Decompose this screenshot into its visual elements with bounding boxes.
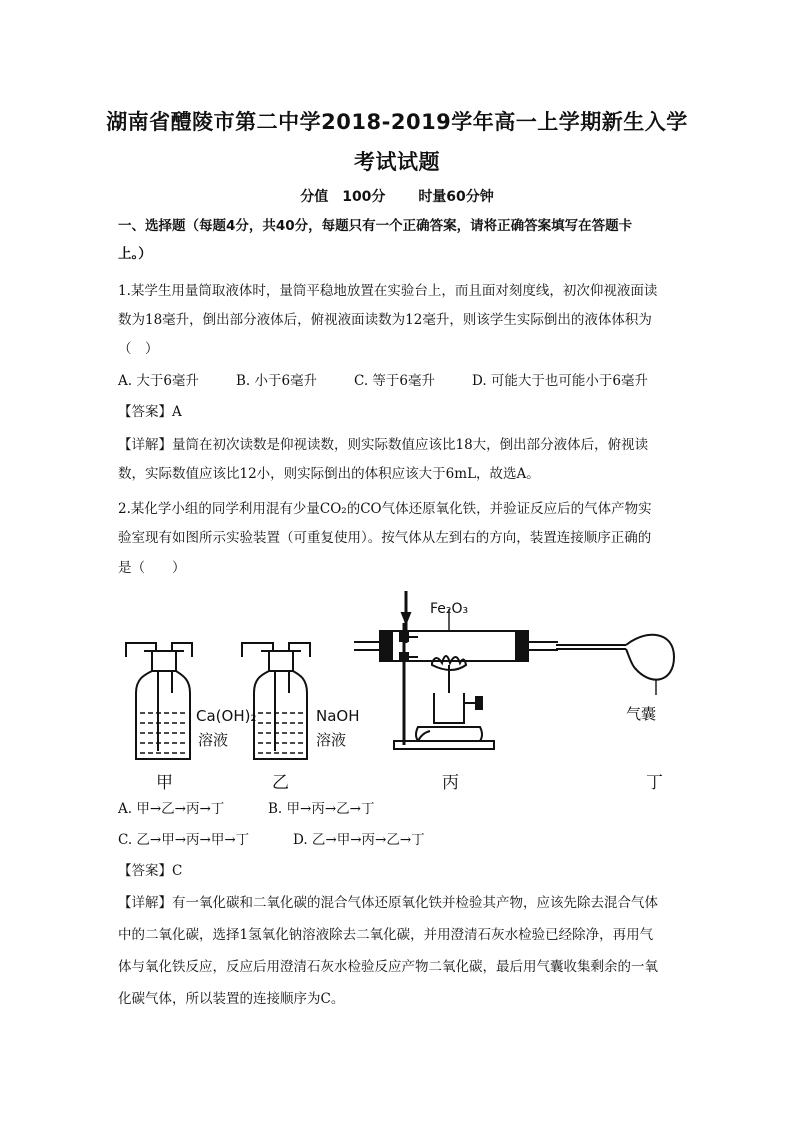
q2-detail-line4: 化碳气体，所以装置的连接顺序为C。 [118,991,345,1007]
q1-detail-line1: 【详解】量筒在初次读数是仰视读数，则实际数值应该比18大，倒出部分液体后，俯视读 [118,437,649,453]
label-yi: 乙 [272,773,289,793]
fe2o3-label: Fe₂O₃ [430,601,469,617]
balloon-label: 气囊 [626,705,657,723]
q2-text-line3: 是（ ） [118,560,186,576]
bottle-yi-reagent: NaOH [316,707,360,725]
q2-text-line1: 2.某化学小组的同学利用混有少量CO₂的CO气体还原氧化铁，并验证反应后的气体产物实 [118,501,652,517]
section-heading-line1: 一、选择题（每题4分，共40分，每题只有一个正确答案，请将正确答案填写在答题卡 [118,218,633,234]
q2-option-b: B. 甲→丙→乙→丁 [268,801,375,817]
q2-answer: 【答案】C [118,863,183,879]
gas-bag-ding [556,635,674,695]
apparatus-figure [118,583,678,795]
q2-options-row2 [118,830,680,850]
gas-washing-bottle-yi [242,643,310,759]
q2-text-line2: 验室现有如图所示实验装置（可重复使用）。按气体从左到右的方向，装置连接顺序正确的 [118,530,652,546]
q2-detail-line1: 【详解】有一氧化碳和二氧化碳的混合气体还原氧化铁并检验其产物，应该先除去混合气体 [118,895,658,911]
section-heading-line2: 上。） [118,246,152,262]
q1-option-b: B. 小于6毫升 [236,373,318,389]
score-info: 分值 100分 [300,189,386,205]
q1-text-line1: 1.某学生用量筒取液体时，量筒平稳地放置在实验台上，而且面对刻度线，初次仰视液面读 [118,283,658,299]
q2-detail-line2: 中的二氧化碳，选择1氢氧化钠溶液除去二氧化碳，并用澄清石灰水检验已经除净，再用气 [118,927,654,943]
q2-option-c: C. 乙→甲→丙→甲→丁 [118,832,250,848]
bottle-jia-solution: 溶液 [198,731,229,749]
bottle-jia-reagent: Ca(OH)₂ [196,707,257,725]
q1-answer: 【答案】A [118,404,182,420]
q1-option-d: D. 可能大于也可能小于6毫升 [472,373,649,389]
label-bing: 丙 [442,773,459,793]
q2-options-row1 [118,799,680,819]
q2-option-d: D. 乙→甲→丙→乙→丁 [293,832,425,848]
exam-title-line2: 考试试题 [354,150,440,174]
label-jia: 甲 [156,773,173,793]
q1-text-line3: （ ） [118,341,159,357]
q1-option-c: C. 等于6毫升 [354,373,436,389]
exam-title-line1: 湖南省醴陵市第二中学2018-2019学年高一上学期新生入学 [106,110,688,134]
q2-detail-line3: 体与氧化铁反应，反应后用澄清石灰水检验反应产物二氧化碳，最后用气囊收集剩余的一氧 [118,959,658,975]
q1-options [118,371,680,391]
exam-meta [0,186,794,206]
q1-detail-line2: 数，实际数值应该比12小，则实际倒出的体积应该大于6mL，故选A。 [118,466,540,482]
label-ding: 丁 [646,773,663,793]
gas-washing-bottle-jia [126,643,192,759]
time-info: 时量60分钟 [418,189,494,205]
q1-option-a: A. 大于6毫升 [118,373,199,389]
q1-text-line2: 数为18毫升，倒出部分液体后，俯视液面读数为12毫升，则该学生实际倒出的液体体积为 [118,312,652,328]
bottle-yi-solution: 溶液 [316,731,347,749]
q2-option-a: A. 甲→乙→丙→丁 [118,801,225,817]
